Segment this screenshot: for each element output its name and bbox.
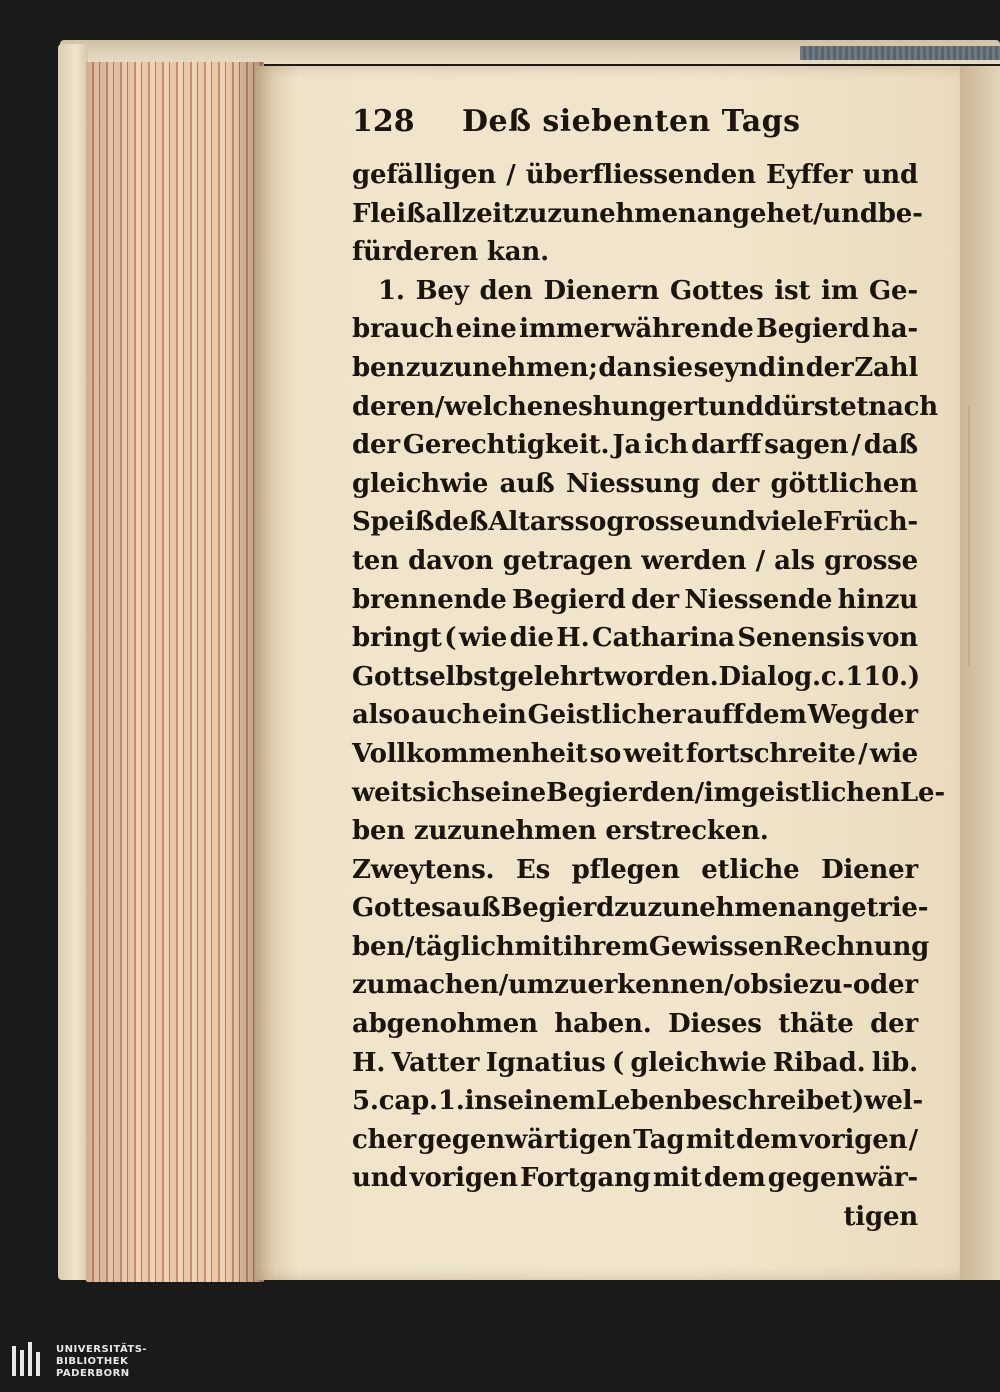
text-line: Vollkommenheit so weit fortschreite / wie <box>352 738 918 769</box>
book-cover-left <box>58 44 88 1280</box>
text-line: bringt ( wie die H. Catharina Senensis von <box>352 623 918 654</box>
text-line: und vorigen Fortgang mit dem gegenwär- <box>352 1163 918 1194</box>
body-text <box>352 156 945 1237</box>
text-line: Speiß deß Altars so grosse und viele Früch- <box>352 507 918 538</box>
text-line: cher gegenwärtigen Tag mit dem vorigen / <box>352 1124 918 1155</box>
text-block <box>352 104 945 1237</box>
text-line: ben zuzunehmen; dan sie seynd in der Zahl <box>352 352 918 383</box>
text-line: Gottes auß Begierd zuzunehmen angetrie- <box>352 893 929 924</box>
text-line: der Gerechtigkeit. Ja ich darff sagen / daß <box>352 430 918 461</box>
binding-strip <box>800 46 1000 60</box>
facing-page <box>960 66 1000 1280</box>
logo-line: UNIVERSITÄTS- <box>56 1344 148 1355</box>
page-header <box>352 104 918 156</box>
page-number: 128 <box>352 104 415 139</box>
library-logo-icon <box>10 1340 46 1384</box>
text-line: tigen <box>843 1202 918 1233</box>
text-line: ben / täglich mit ihrem Gewissen Rechnung <box>352 931 930 962</box>
text-line: gleichwie auß Niessung der göttlichen <box>352 468 918 499</box>
text-line: weit sich seine Begierden / im geistlichen Le- <box>352 777 945 808</box>
text-line: fürderen kan. <box>352 237 549 268</box>
book-page <box>256 66 960 1280</box>
text-line: brennende Begierd der Niessende hinzu <box>352 584 918 615</box>
text-line: 1. Bey den Dienern Gottes ist im Ge- <box>378 275 918 306</box>
text-line: gefälligen / überfliessenden Eyffer und <box>352 160 918 190</box>
logo-line: BIBLIOTHEK <box>56 1356 129 1367</box>
text-line: abgenohmen haben. Dieses thäte der <box>352 1009 918 1040</box>
text-line: ben zuzunehmen erstrecken. <box>352 816 769 847</box>
running-head: Deß siebenten Tags <box>462 104 801 139</box>
text-line: zu machen / um zu erkennen / ob sie zu- oder <box>352 970 918 1001</box>
text-line: Zweytens. Es pflegen etliche Diener <box>352 854 918 885</box>
text-line: Gott selbst gelehrt worden. Dialog. c. 110.) <box>352 661 920 692</box>
text-line: H. Vatter Ignatius ( gleichwie Ribad. lib. <box>352 1047 918 1078</box>
text-line: brauch eine immerwährende Begierd ha- <box>352 314 918 345</box>
text-line: deren / welchen es hungert und dürstet nach <box>352 391 938 422</box>
text-line: Fleiß allzeit zuzunehmen angehet / und be- <box>352 198 923 229</box>
text-line: 5. cap. 1. in seinem Leben beschreibet ) wel- <box>352 1086 923 1117</box>
library-logo <box>10 1340 210 1384</box>
logo-line: PADERBORN <box>56 1368 130 1379</box>
library-logo-text <box>56 1344 147 1380</box>
text-line: ten davon getragen werden / als grosse <box>352 545 918 576</box>
text-line: also auch ein Geistlicher auff dem Weg der <box>352 700 918 731</box>
